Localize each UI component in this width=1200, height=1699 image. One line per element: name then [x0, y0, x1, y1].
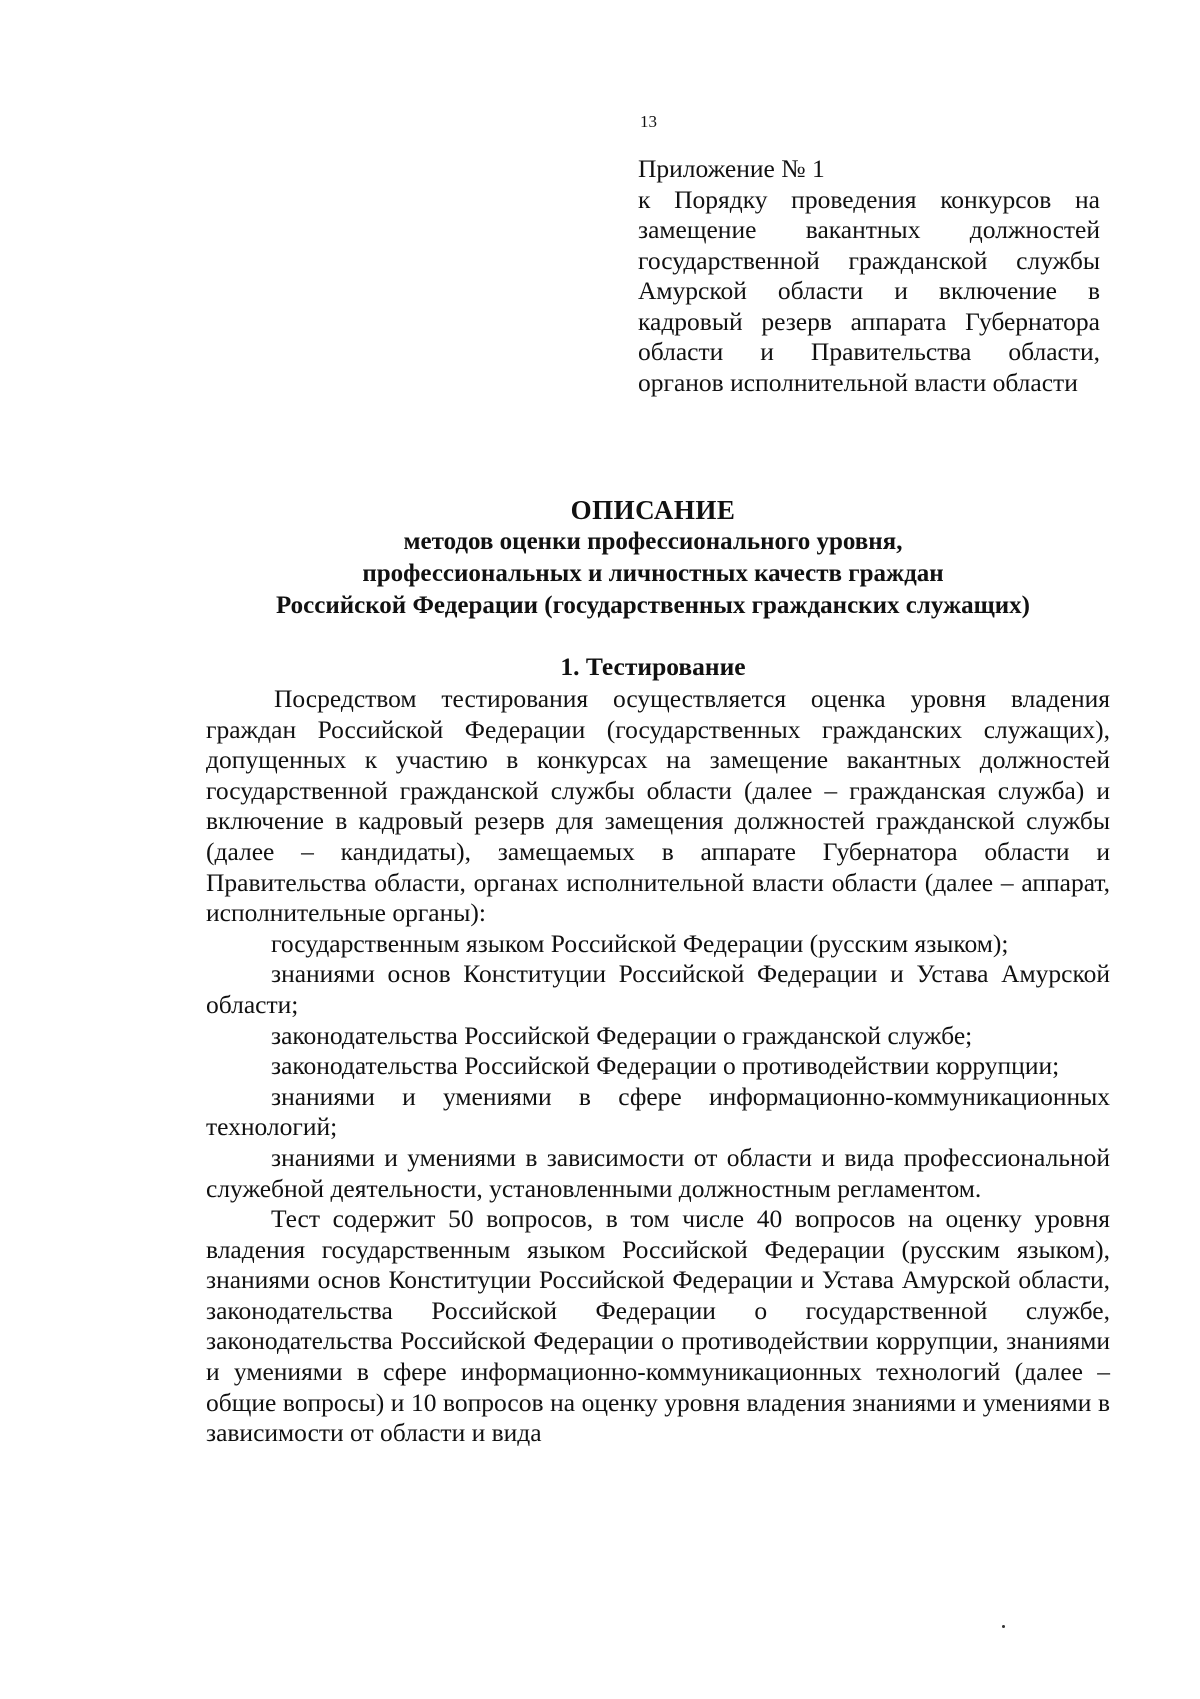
paragraph: Посредством тестирования осуществляется оценка уровня владения граждан Российской Федерации (государственных гражданских служащих), допущенных к участию в конкурсах на замещение вакантных должностей государственной гражданской службы области (далее – гражданская служба) и включение в кадровый резерв для замещения должностей гражданской службы (далее – кандидаты), замещаемых в аппарате Губернатора области и Правительства области, органах исполнительной власти области (далее – аппарат, исполнительные органы): [206, 684, 1110, 928]
document-subtitle-line-3: Российской Федерации (государственных гражданских служащих) [275, 592, 1031, 619]
paragraph: знаниями основ Конституции Российской Федерации и Устава Амурской области; [206, 959, 1110, 1019]
paragraph: знаниями и умениями в сфере информационно-коммуникационных технологий; [206, 1081, 1110, 1142]
appendix-text: к Порядку проведения конкурсов на замещение вакантных должностей государственной гражданской службы Амурской области и включение в кадровый резерв аппарата Губернатора области и Правительства области, органов исполнительной власти области [638, 184, 1100, 397]
document-title-block [206, 494, 1100, 622]
paragraph: знаниями и умениями в зависимости от области и вида профессиональной служебной деятельности, установленными должностным регламентом. [206, 1142, 1110, 1203]
paragraph: государственным языком Российской Федерации (русским языком); [271, 928, 1009, 958]
paragraph: Тест содержит 50 вопросов, в том числе 40 вопросов на оценку уровня владения государственным языком Российской Федерации (русским языком), знаниями основ Конституции Российской Федерации и Устава Амурской области, законодательства Российской Федерации о государственной службе, законодательства Российской Федерации о противодействии коррупции, знаниями и умениями в сфере информационно-коммуникационных технологий (далее – общие вопросы) и 10 вопросов на оценку уровня владения знаниями и умениями в зависимости от области и вида [206, 1204, 1110, 1448]
paragraph: законодательства Российской Федерации о противодействии коррупции; [271, 1051, 1060, 1081]
section-body [206, 684, 1110, 1449]
page-number: 13 [640, 112, 657, 131]
appendix-note [638, 154, 1100, 398]
document-subtitle-line-2: профессиональных и личностных качеств граждан [362, 560, 944, 587]
document-subtitle-line-1: методов оценки профессионального уровня, [403, 528, 903, 555]
appendix-title: Приложение № 1 [638, 154, 825, 183]
scan-dot [1002, 1625, 1005, 1628]
paragraph: законодательства Российской Федерации о гражданской службе; [271, 1020, 973, 1050]
section-heading: 1. Тестирование [560, 652, 746, 681]
document-title: ОПИСАНИЕ [570, 495, 736, 525]
